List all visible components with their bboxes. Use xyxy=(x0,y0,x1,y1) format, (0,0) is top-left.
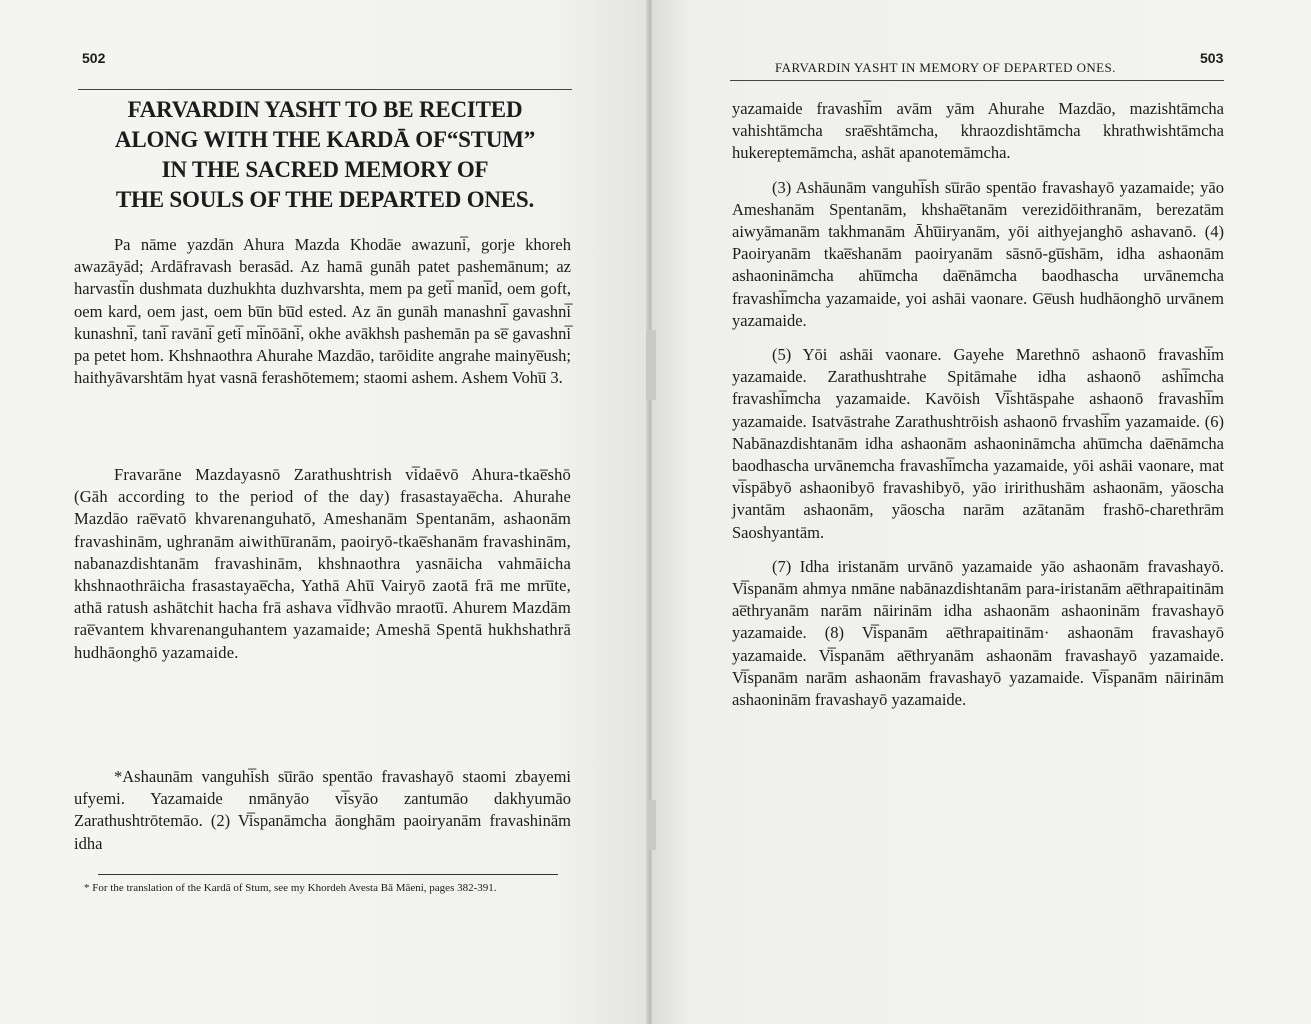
paragraph: Pa nāme yazdān Ahura Mazda Khodāe awazuni̅, gorje khoreh awazāyād; Ardāfravash berasād. Az hamā gunāh patet pashemānum; az harvasti̅n dushmata duzhukhta duzhvarshta, mem pa geti̅ mani̅d, oem goft, oem kard, oem jast, oem bu̅n bu̅d ested. Az ān gunāh manashni̅ gavashni̅ kunashni̅, tani̅ ravāni̅ geti̅ mi̅nōāni̅, okhe avākhsh pashemān pa se̅ gavashni̅ pa petet hom. Khshnaothra Ahurahe Mazdāo, tarōidite angrahe mainye̅ush; haithyāvarshtām hyat vasnā ferashōtemem; staomi ashem. Ashem Vohu̅ 3. xyxy=(74,235,571,388)
body-text xyxy=(74,464,571,676)
paragraph: yazamaide fravashi̅m avām yām Ahurahe Mazdāo, mazishtāmcha vahishtāmcha srae̅shtāmcha, khraozdishtāmcha khrathwishtāmcha hukereptemāmcha, ashāt apanotemāmcha. xyxy=(732,99,1224,163)
title-line: IN THE SACRED MEMORY OF xyxy=(161,157,489,182)
scan-artifact xyxy=(646,330,656,400)
paragraph: *Ashaunām vanguhi̅sh su̅rāo spentāo fravashayō staomi zbayemi ufyemi. Yazamaide nmānyāo vi̅syāo zantumāo dakhyumāo Zarathushtrōtemāo. (2) Vi̅spanāmcha āonghām paoiryanām fravashinām idha xyxy=(74,767,571,853)
header-rule xyxy=(730,80,1224,81)
page-number: 503 xyxy=(1200,50,1224,66)
paragraph: (7) Idha iristanām urvānō yazamaide yāo ashaonām fravashayō. Vi̅spanām ahmya nmāne nabānazdishtanām para-iristanām ae̅thrapaitinām ae̅thryanām narām nāirinām idha ashaonām ashaoninām fravashayō yazamaide. (8) Vi̅spanām ae̅thrapaitinām· ashaonām fravashayō yazamaide. Vi̅spanām ae̅thryanām ashaonām fravashayō yazamaide. Vi̅spanām narām ashaonām fravashayō yazamaide. Vi̅spanām nāirinām ashaoninām fravashayō yazamaide. xyxy=(732,556,1224,710)
body-text xyxy=(732,98,1224,723)
paragraph: Fravarāne Mazdayasnō Zarathushtrish vi̅daēvō Ahura-tkae̅shō (Gāh according to the period of the day) frasastayae̅cha. Ahurahe Mazdāo rae̅vatō khvarenanguhatō, Ameshanām Spentanām, ashaonām fravashinām, ughranām aiwithu̅ranām, paoiryō-tkae̅shanām fravashinām, nabanazdishtanām fravashinām, khshnaothra yasnāicha vahmāicha khshnaothrāicha frasastayae̅cha, Yathā Ahu̅ Vairyō zaotā frā me mru̅te, athā ratush ashātchit hacha frā ashava vi̅dhvāo mraotu̅. Ahurem Mazdām rae̅vantem khvarenanguhantem yazamaide; Ameshā Spentā hukhshathrā hudhāonghō yazamaide. xyxy=(74,465,571,662)
title-line: THE SOULS OF THE DEPARTED ONES. xyxy=(115,187,535,212)
footnote-rule xyxy=(98,874,558,875)
right-page xyxy=(652,0,1311,1024)
body-text xyxy=(74,766,571,867)
footnote: * For the translation of the Kardā of Stum, see my Khordeh Avesta Bā Māeni, pages 382-391. xyxy=(84,882,497,894)
title-line: FARVARDIN YASHT TO BE RECITED xyxy=(127,97,523,122)
running-head: FARVARDIN YASHT IN MEMORY OF DEPARTED ONES. xyxy=(775,60,1116,75)
left-page xyxy=(0,0,648,1024)
title-line: ALONG WITH THE KARDĀ OF“STUM” xyxy=(114,127,536,152)
page-title xyxy=(90,95,560,215)
paragraph: (5) Yōi ashāi vaonare. Gayehe Marethnō ashaonō fravashi̅m yazamaide. Zarathushtrahe Spitāmahe idha ashaonō ashi̅mcha fravashi̅mcha yazamaide. Kavōish Vi̅shtāspahe ashaonō fravashi̅m yazamaide. Isatvāstrahe Zarathushtrōish ashaonō frvashi̅m yazamaide. (6) Nabānazdishtanām idha ashaonām ashaonināmcha ahu̅mcha dae̅nāmcha baodhascha urvānemcha fravashi̅mcha yazamaide, yōi ashāi vaonare, mat vi̅spābyō ashaonibyō fravashibyō, yāo iririthushām ashaonām, yāoscha jvantām ashaonām, yāoscha narām azātanām frashō-charethrām Saoshyantām. xyxy=(732,345,1224,542)
header-rule xyxy=(78,89,572,90)
scan-artifact xyxy=(648,800,656,850)
paragraph: (3) Ashāunām vanguhi̅sh su̅rāo spentāo fravashayō yazamaide; yāo Ameshanām Spentanām, khshae̅tanām verezidōithranām, berezatām aiwyāmanām takhmanām Āhu̅iryanām, yōi aithyejanghō ashavanō. (4) Paoiryanām tkae̅shanām paoiryanām sāsnō-gu̅shām, idha ashaonām ashaonināmcha ahu̅mcha dae̅nāmcha baodhascha urvānemcha fravashi̅mcha yazamaide, yoi ashāi vaonare. Ge̅ush hudhāonghō urvānem yazamaide. xyxy=(732,177,1224,330)
page-number: 502 xyxy=(82,50,106,66)
body-text xyxy=(74,234,571,401)
